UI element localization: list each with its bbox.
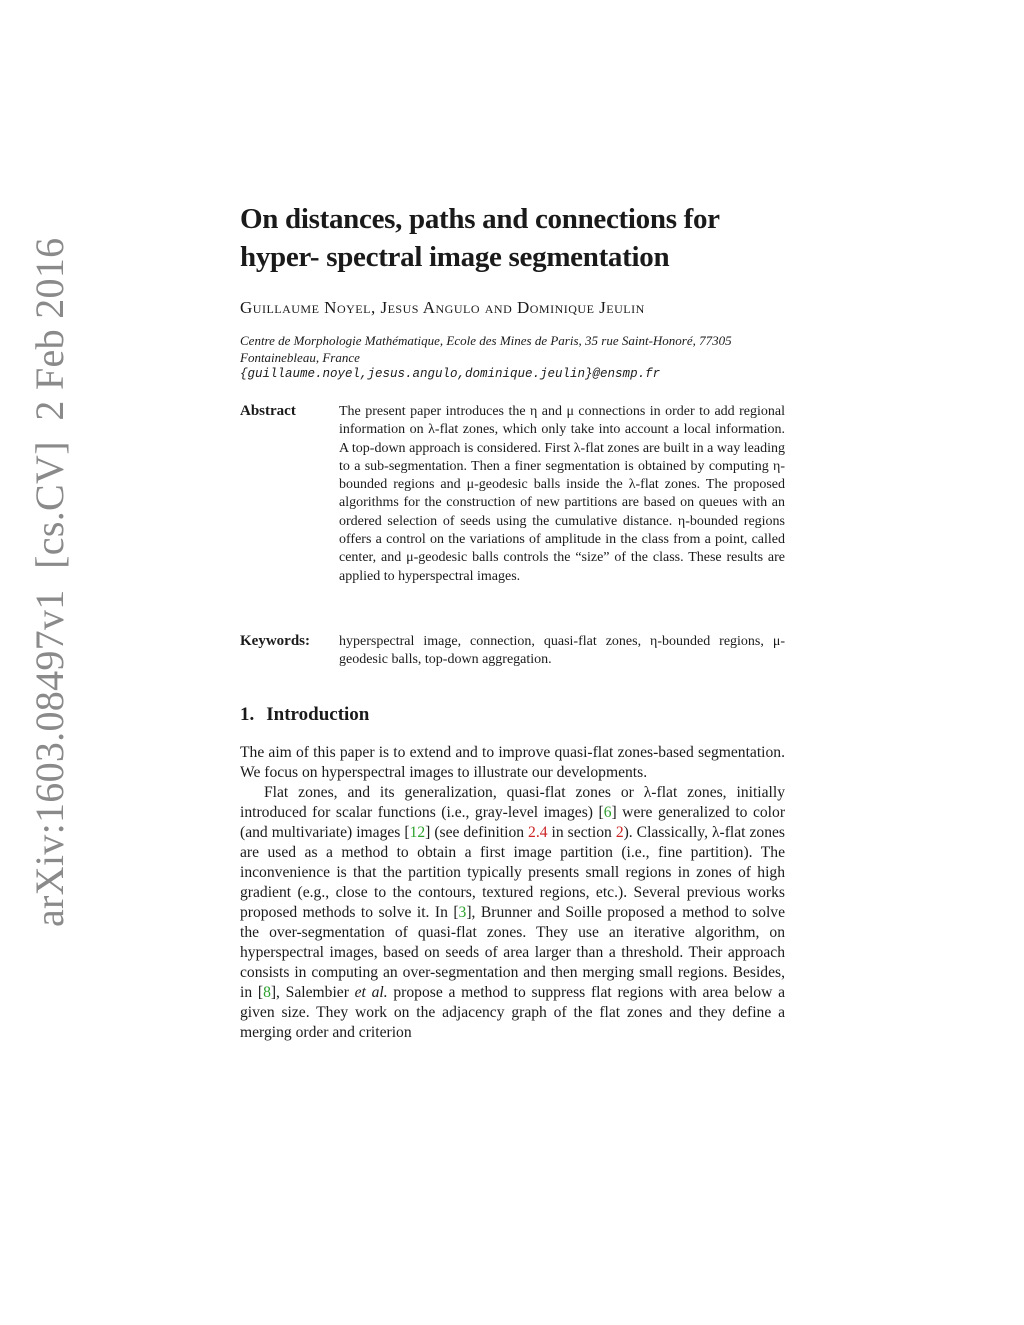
keywords-text: hyperspectral image, connection, quasi-flat zones, η-bounded regions, μ-geodesic balls, top-down aggregation.	[339, 634, 785, 668]
section-title: Introduction	[266, 704, 370, 725]
author-emails: {guillaume.noyel,jesus.angulo,dominique.jeulin}@ensmp.fr	[240, 367, 661, 381]
introduction-body	[240, 743, 785, 1043]
affiliation: Centre de Morphologie Mathématique, Ecole des Mines de Paris, 35 rue Saint-Honoré, 77305 Fontainebleau, France	[240, 333, 732, 365]
section-number: 1.	[240, 704, 255, 725]
section-link[interactable]: 2	[615, 824, 624, 841]
keywords-label: Keywords:	[240, 633, 310, 649]
arxiv-identifier: arXiv:1603.08497v1 [cs.CV] 2 Feb 2016	[27, 237, 72, 927]
citation-link[interactable]: 8	[263, 984, 271, 1001]
affiliation-block	[240, 332, 800, 383]
citation-link[interactable]: 6	[603, 804, 612, 821]
section-heading	[240, 704, 369, 726]
paragraph-1: The aim of this paper is to extend and to improve quasi-flat zones-based segmentation. We focus on hyperspectral images to illustrate our developments.	[240, 744, 785, 781]
definition-link[interactable]: 2.4	[528, 824, 548, 841]
abstract-text: The present paper introduces the η and μ connections in order to add regional information on λ-flat zones, which only take into account a local information. A top-down approach is considered. First λ-flat zones are built in a way leading to a sub-segmentation. Then a finer segmentation is obtained by computing η-bounded regions and μ-geodesic balls inside the λ-flat zones. The proposed algorithms for the construction of new partitions are based on queues with an ordered selection of seeds using the cumulative distance. η-bounded regions offers a control on the variations of amplitude in the class from a point, called center, and μ-geodesic balls controls the “size” of the class. These results are applied to hyperspectral images.	[339, 404, 785, 584]
citation-link[interactable]: 3	[458, 904, 467, 921]
paper-authors: Guillaume Noyel, Jesus Angulo and Dominique Jeulin	[240, 298, 645, 317]
paragraph-2: Flat zones, and its generalization, quasi-flat zones or λ-flat zones, initially introduced for scalar functions (i.e., gray-level images) [6] were generalized to color (and multivariate) images [12] (see definition 2.4 in section 2). Classically, λ-flat zones are used as a method to obtain a first image partition (i.e., fine partition). The inconvenience is that the partition typically presents small regions in zones of high gradient (e.g., close to the contours, textured regions, etc.). Several previous works proposed methods to solve it. In [3], Brunner and Soille proposed a method to solve the over-segmentation of quasi-flat zones. They use an iterative algorithm, on hyperspectral images, based on seeds of area larger than a threshold. Their approach consists in computing an over-segmentation and then merging small regions. Besides, in [8], Salembier et al. propose a method to suppress flat regions with area below a given size. They work on the adjacency graph of the flat zones and they define a merging order and criterion	[240, 784, 786, 1041]
citation-link[interactable]: 12	[409, 824, 426, 841]
paper-title: On distances, paths and connections for hyper- spectral image segmentation	[240, 203, 720, 273]
abstract-label: Abstract	[240, 403, 296, 419]
